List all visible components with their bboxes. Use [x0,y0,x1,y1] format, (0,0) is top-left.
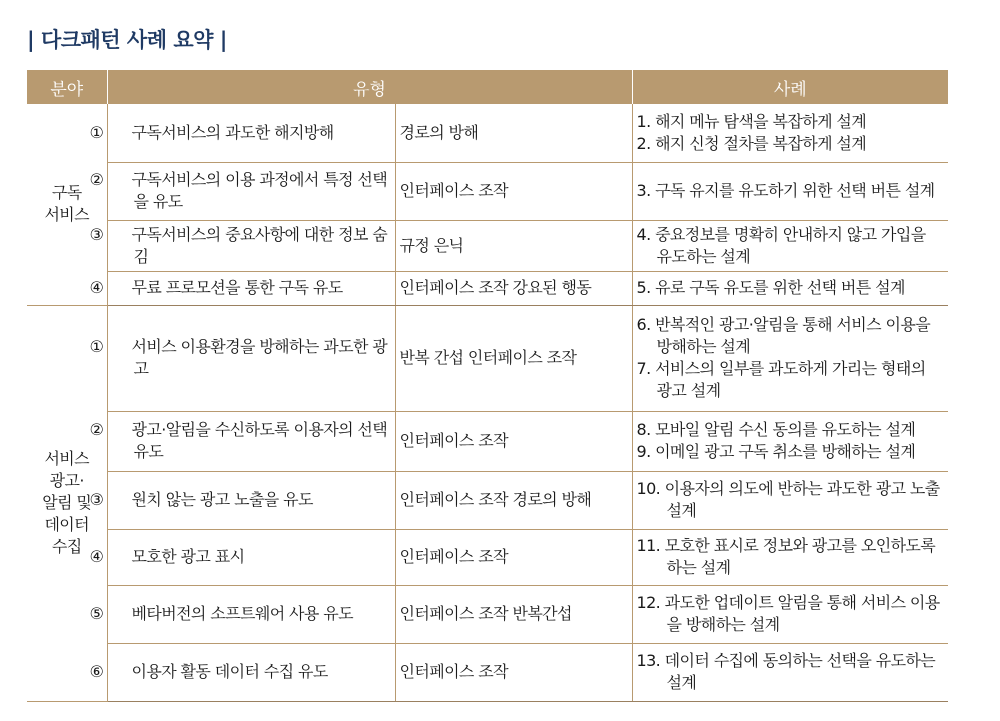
type-number: ④ [89,547,104,566]
page-title: | 다크패턴 사례 요약 | [27,28,227,52]
table-row [27,643,948,701]
case-item: 8. 모바일 알림 수신 동의를 유도하는 설계 [636,420,916,439]
case-cell [632,220,948,271]
case-item: 3. 구독 유지를 유도하기 위한 선택 버튼 설계 [636,181,935,200]
type-cell [89,585,395,643]
pattern-cell: 경로의 방해 [395,104,632,162]
type-cell [89,643,395,701]
table-row [27,471,948,529]
case-item: 2. 해지 신청 절차를 복잡하게 설계 [636,133,867,153]
table-row [27,585,948,643]
type-cell [89,271,395,305]
pattern-cell: 인터페이스 조작 [395,162,632,220]
type-number: ③ [89,490,104,509]
header-case: 사례 [632,70,948,104]
dark-pattern-table [27,70,948,702]
header-type: 유형 [107,70,632,104]
type-name: 모호한 광고 표시 [131,547,245,566]
pattern-cell: 인터페이스 조작 경로의 방해 [395,471,632,529]
type-name: 서비스 이용환경을 방해하는 과도한 광고 [131,337,388,378]
pattern-cell: 인터페이스 조작 [395,643,632,701]
case-cell [632,643,948,701]
type-name: 이용자 활동 데이터 수집 유도 [131,662,328,681]
pattern-cell: 규정 은닉 [395,220,632,271]
case-cell [632,529,948,585]
table-row [27,220,948,271]
type-number: ② [89,170,104,189]
type-cell [89,471,395,529]
case-cell [632,471,948,529]
table-row [27,529,948,585]
header-field: 분야 [27,70,107,104]
type-name: 무료 프로모션을 통한 구독 유도 [131,278,343,297]
table-row [27,411,948,471]
type-number: ① [89,337,104,356]
type-number: ③ [89,224,104,244]
type-number: ⑥ [89,662,104,681]
pattern-cell: 인터페이스 조작 반복간섭 [395,585,632,643]
table-row [27,162,948,220]
field-cell: 서비스 광고· 알림 및 데이터 수집 [27,305,107,701]
field-cell: 구독 서비스 [27,104,107,305]
case-item: 13. 데이터 수집에 동의하는 선택을 유도하는 설계 [636,651,936,692]
type-cell [89,162,395,220]
table-row [27,305,948,411]
case-item: 5. 유로 구독 유도를 위한 선택 버튼 설계 [636,278,905,297]
case-cell [632,162,948,220]
pattern-cell: 인터페이스 조작 강요된 행동 [395,271,632,305]
type-number: ② [89,420,104,439]
pattern-cell: 인터페이스 조작 [395,411,632,471]
case-cell [632,585,948,643]
type-cell [89,104,395,162]
type-cell [89,529,395,585]
case-cell [632,411,948,471]
case-cell [632,305,948,411]
case-item: 9. 이메일 광고 구독 취소를 방해하는 설계 [636,442,916,461]
type-number: ④ [89,278,104,297]
case-item: 1. 해지 메뉴 탐색을 복잡하게 설계 [636,111,867,131]
case-item: 4. 중요정보를 명확히 안내하지 않고 가입을 유도하는 설계 [636,224,926,266]
type-number: ① [89,122,104,142]
table-row [27,104,948,162]
case-item: 10. 이용자의 의도에 반하는 과도한 광고 노출 설계 [636,479,940,520]
table-row [27,271,948,305]
table-header-row [27,70,948,104]
case-item: 11. 모호한 표시로 정보와 광고를 오인하도록 하는 설계 [636,536,936,577]
type-name: 구독서비스의 중요사항에 대한 정보 숨김 [131,224,388,266]
pattern-cell: 반복 간섭 인터페이스 조작 [395,305,632,411]
type-number: ⑤ [89,604,104,623]
case-cell [632,104,948,162]
type-name: 구독서비스의 과도한 해지방해 [131,122,334,142]
type-name: 베타버전의 소프트웨어 사용 유도 [131,604,353,623]
type-name: 원치 않는 광고 노출을 유도 [131,490,313,509]
type-name: 구독서비스의 이용 과정에서 특정 선택을 유도 [131,170,388,211]
table-body [27,104,948,701]
case-item: 6. 반복적인 광고·알림을 통해 서비스 이용을 방해하는 설계 [636,315,931,356]
type-name: 광고·알림을 수신하도록 이용자의 선택 유도 [131,420,388,461]
pattern-cell: 인터페이스 조작 [395,529,632,585]
type-cell [89,220,395,271]
case-item: 7. 서비스의 일부를 과도하게 가리는 형태의 광고 설계 [636,359,926,400]
case-item: 12. 과도한 업데이트 알림을 통해 서비스 이용을 방해하는 설계 [636,593,940,634]
type-cell [89,411,395,471]
type-cell [89,305,395,411]
case-cell [632,271,948,305]
